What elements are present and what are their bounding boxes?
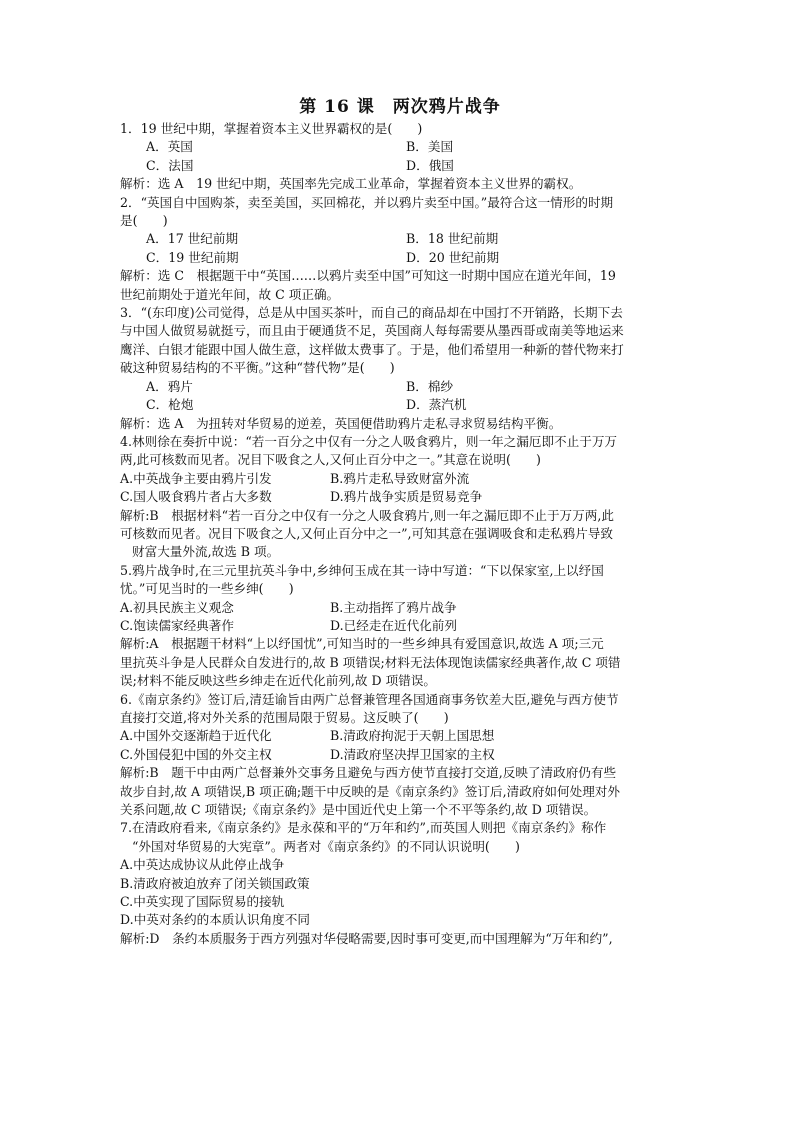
analysis: 里抗英斗争是人民群众自发进行的,故 B 项错误;材料无法体现饱读儒家经典著作,故 C 项错 <box>120 654 621 670</box>
option-a: A．17 世纪前期 <box>146 231 239 247</box>
analysis: 解析:B 题干中由两广总督兼外交事务且避免与西方使节直接打交道,反映了清政府仍有些 <box>120 765 617 781</box>
option-c: C．枪炮 <box>146 397 194 413</box>
analysis: 关系问题,故 C 项错误;《南京条约》是中国近代史上第一个不平等条约,故 D 项错误。 <box>120 802 597 818</box>
analysis: 解析:A 根据题干材料“上以纾国忧”,可知当时的一些乡绅具有爱国意识,故选 A 项;三元 <box>120 636 604 652</box>
question-6 <box>120 691 680 820</box>
question-stem: 5.鸦片战争时,在三元里抗英斗争中,乡绅何玉成在其一诗中写道：“下以保家室,上以纾国 <box>120 562 604 578</box>
question-3 <box>120 304 680 433</box>
option-a: A.中英战争主要由鸦片引发 <box>120 470 272 486</box>
option-a: A.初具民族主义观念 <box>120 599 234 615</box>
analysis: 解析：选 A 19 世纪中期，英国率先完成工业革命，掌握着资本主义世界的霸权。 <box>120 176 582 192</box>
options <box>120 230 680 267</box>
options <box>120 727 680 764</box>
option-c: C.外国侵犯中国的外交主权 <box>120 746 272 762</box>
options <box>120 599 680 636</box>
option-d: D．蒸汽机 <box>406 397 467 413</box>
option-b: B．18 世纪前期 <box>406 231 499 247</box>
question-stem: “外国对华贸易的大宪章”。两者对《南京条约》的不同认识说明( ) <box>132 838 520 854</box>
option-b: B.鸦片走私导致财富外流 <box>330 470 470 486</box>
analysis: 财富大量外流,故选 B 项。 <box>132 544 280 560</box>
question-stem: 4.林则徐在奏折中说：“若一百分之中仅有一分之人吸食鸦片，则一年之漏厄即不止于万万 <box>120 433 618 449</box>
option-b: B.主动指挥了鸦片战争 <box>330 599 457 615</box>
question-stem: 两,此可核数而见者。况目下吸食之人,又何止百分中之一。”其意在说明( ) <box>120 452 541 468</box>
options <box>120 470 680 507</box>
question-2 <box>120 194 680 304</box>
question-stem: 3．“(东印度)公司觉得，总是从中国买茶叶，而自己的商品却在中国打不开销路，长期下去 <box>120 305 623 321</box>
options <box>120 138 680 175</box>
analysis: 解析：选 A 为扭转对华贸易的逆差，英国便借助鸦片走私寻求贸易结构平衡。 <box>120 415 562 431</box>
option-c: C．法国 <box>146 157 194 173</box>
option-b: B．棉纱 <box>406 378 454 394</box>
analysis: 可核数而见者。况目下吸食之人,又何止百分中之一”,可知其意在强调吸食和走私鸦片导致 <box>120 525 614 541</box>
question-stem: 6.《南京条约》签订后,清廷谕旨由两广总督兼管理各国通商事务钦差大臣,避免与西方使节 <box>120 691 619 707</box>
option-c: C.饱读儒家经典著作 <box>120 617 234 633</box>
option-a: A．英国 <box>146 139 193 155</box>
option-c: C．19 世纪前期 <box>146 249 239 265</box>
question-7 <box>120 819 680 948</box>
question-stem: 7.在清政府看来,《南京条约》是永葆和平的“万年和约”,而英国人则把《南京条约》称作 <box>120 820 607 836</box>
question-stem: 破这种贸易结构的不平衡。”这种“替代物”是( ) <box>120 360 395 376</box>
question-4 <box>120 433 680 562</box>
page-title: 第 16 课 两次鸦片战争 <box>299 97 501 117</box>
question-stem: 直接打交道,将对外关系的范围局限于贸易。这反映了( ) <box>120 710 449 725</box>
option-b: B．美国 <box>406 139 454 155</box>
question-stem: 鹰洋、白银才能跟中国人做生意，这样做太费事了。于是，他们希望用一种新的替代物来打 <box>120 341 624 357</box>
option-d: D．20 世纪前期 <box>406 249 500 265</box>
option-a: A.中国外交逐渐趋于近代化 <box>120 728 272 744</box>
option-c: C.中英实现了国际贸易的接轨 <box>120 894 285 910</box>
analysis: 误;材料不能反映这些乡绅走在近代化前列,故 D 项错误。 <box>120 673 437 689</box>
analysis: 故步自封,故 A 项错误,B 项正确;题干中反映的是《南京条约》签订后,清政府如何处理对外 <box>120 783 620 799</box>
option-a: A.中英达成协议从此停止战争 <box>120 857 285 873</box>
option-b: B.清政府拘泥于天朝上国思想 <box>330 728 495 744</box>
option-d: D.清政府坚决捍卫国家的主权 <box>330 746 495 762</box>
analysis: 世纪前期处于道光年间，故 C 项正确。 <box>120 286 340 302</box>
option-b: B.清政府被迫放弃了闭关锁国政策 <box>120 875 310 891</box>
question-stem: 1．19 世纪中期，掌握着资本主义世界霸权的是( ) <box>120 121 423 136</box>
option-a: A．鸦片 <box>146 378 193 394</box>
options <box>120 378 680 415</box>
question-stem: 与中国人做贸易就挺亏，而且由于硬通货不足，英国商人每每需要从墨西哥或南美等地运来 <box>120 323 624 339</box>
options <box>120 856 680 930</box>
option-c: C.国人吸食鸦片者占大多数 <box>120 489 272 505</box>
analysis: 解析:D 条约本质服务于西方列强对华侵略需要,因时事可变更,而中国理解为“万年和约”, <box>120 930 613 946</box>
analysis: 解析：选 C 根据题干中“英国……以鸦片卖至中国”可知这一时期中国应在道光年间，19 <box>120 268 616 284</box>
option-d: D.中英对条约的本质认识角度不同 <box>120 912 310 928</box>
question-stem: 是( ) <box>120 213 168 229</box>
option-d: D.已经走在近代化前列 <box>330 617 457 633</box>
question-stem: 2．“英国自中国购茶，卖至美国，买回棉花，并以鸦片卖至中国。”最符合这一情形的时期 <box>120 194 614 210</box>
analysis: 解析:B 根据材料“若一百分之中仅有一分之人吸食鸦片,则一年之漏厄即不止于万万两,此 <box>120 507 614 523</box>
question-stem: 忧。”可见当时的一些乡绅( ) <box>120 581 294 597</box>
option-d: D.鸦片战争实质是贸易竞争 <box>330 489 483 505</box>
question-5 <box>120 562 680 691</box>
question-1 <box>120 120 680 194</box>
worksheet <box>120 96 680 948</box>
option-d: D．俄国 <box>406 157 454 173</box>
